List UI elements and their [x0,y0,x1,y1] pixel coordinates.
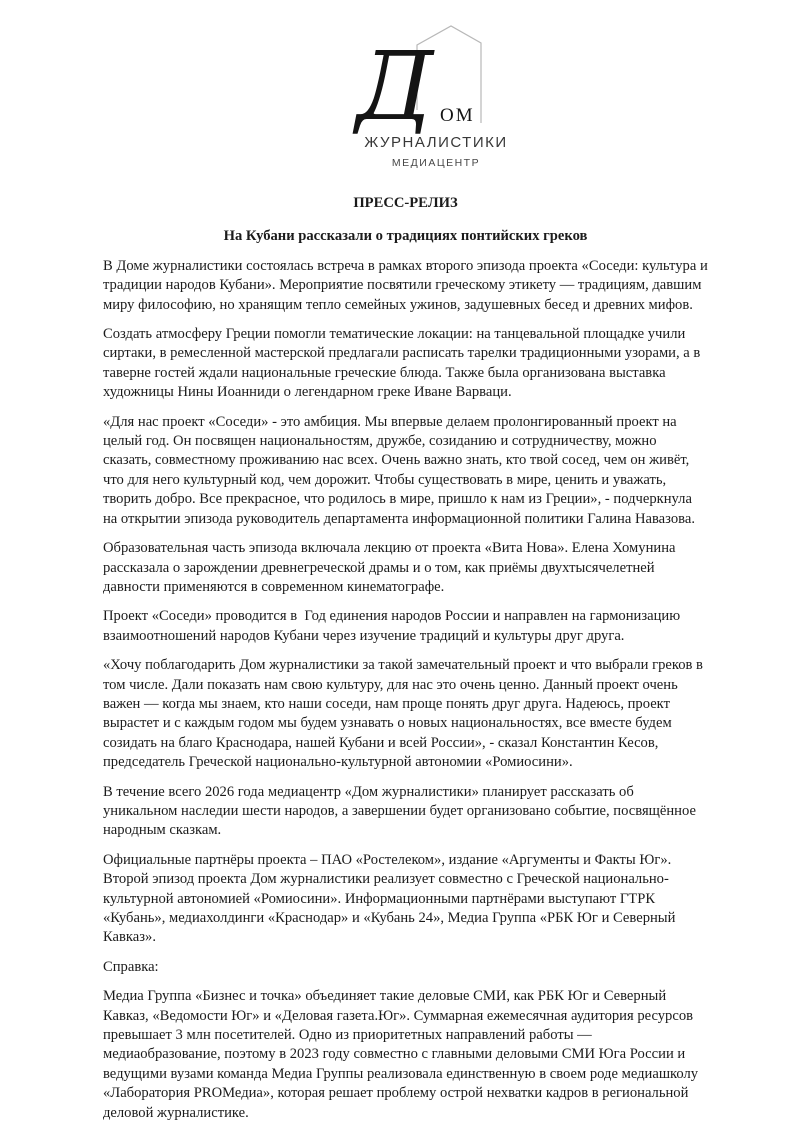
logo-journalism-label: ЖУРНАЛИСТИКИ [364,134,508,151]
paragraph: «Хочу поблагодарить Дом журналистики за такой замечательный проект и что выбрали греков в том числе. Дали показать нам свою культуру, для нас это очень ценно. Данный проект очень важен — когда мы знаем, кто наши соседи, нам проще понять друг друга. Надеюсь, проект вырастет и с каждым годом мы будем узнавать о новых национальностях, все вместе будем созидать на благо Краснодара, нашей Кубани и всей России», - сказал Константин Кесов, председатель Греческой национально-культурной автономии «Ромиосини». [103,657,707,771]
paragraph: Официальные партнёры проекта – ПАО «Ростелеком», издание «Аргументы и Факты Юг». Второй эпизод проекта Дом журналистики реализует совместно с Греческой национально-культурной автономией «Ромиосини». Информационными партнёрами выступают ГТРК «Кубань», медиахолдинги «Краснодар» и «Кубань 24», Медиа Группа «РБК Юг и Северный Кавказ». [103,851,680,946]
document-body [103,194,712,1123]
press-release-heading: ПРЕСС-РЕЛИЗ [353,195,458,211]
paragraph: Медиа Группа «Бизнес и точка» объединяет такие деловые СМИ, как РБК Юг и Северный Кавказ, «Ведомости Юг» и «Деловая газета.Юг». Суммарная ежемесячная аудитория ресурсов превышает 3 млн посетителей. Одно из приоритетных направлений работы — медиаобразование, поэтому в 2023 году совместно с главными деловыми СМИ Юга России и ведущими вузами команда Медиа Группы реализовала единственную в своем роде медиашколу «Лаборатория PROМедиа», которая решает проблему острой нехватки кадров в региональной деловой журналистике. [103,988,702,1121]
logo-mediacenter-label: МЕДИАЦЕНТР [391,157,481,169]
paragraph: Образовательная часть эпизода включала лекцию от проекта «Вита Нова». Елена Хомунина рассказала о зарождении древнегреческой драмы и о том, как приёмы двухтысячелетней давности применяются в современном кинематографе. [103,540,680,595]
paragraph: Создать атмосферу Греции помогли тематические локации: на танцевальной площадке учили сиртаки, в ремесленной мастерской предлагали расписать тарелки традиционными узорами, а в таверне гостей ждали национальные греческие блюда. Также была организована выставка художницы Нины Иоанниди о легендарном греке Иване Варваци. [103,326,704,401]
logo-letters-om: ОМ [440,105,475,126]
paragraph: В течение всего 2026 года медиацентр «Дом журналистики» планирует рассказать об уникальном наследии шести народов, а завершении будет организовано событие, посвящённое народным сказкам. [103,783,700,839]
logo-letter-d: Д [356,32,434,142]
paragraph: Проект «Соседи» проводится в Год единения народов России и направлен на гармонизацию взаимоотношений народов Кубани через изучение традиций и культуры друг друга. [103,608,684,644]
paragraph-reference-label: Справка: [103,958,159,975]
logo [340,22,540,174]
paragraph: «Для нас проект «Соседи» - это амбиция. Мы впервые делаем пролонгированный проект на целый год. Он посвящен национальностям, дружбе, созиданию и сотрудничеству, можно сказать, совместному проживанию нас всех. Очень важно знать, кто твой сосед, чем он живёт, что для него культурный код, чем дорожит. Чтобы существовать в мире, ценить и уважать, творить добро. Все прекрасное, что родилось в мире, пришло к нам из Греции», - подчеркнула на открытии эпизода руководитель департамента информационной политики Галина Навазова. [103,413,696,527]
article-title: На Кубани рассказали о традициях понтийских греков [223,228,588,245]
paragraph: В Доме журналистики состоялась встреча в рамках второго эпизода проекта «Соседи: культура и традиции народов Кубани». Мероприятие посвятили греческому этикету — традициям, давшим миру философию, но хранящим тепло семейных ужинов, задушевных бесед и древних мифов. [103,257,712,313]
